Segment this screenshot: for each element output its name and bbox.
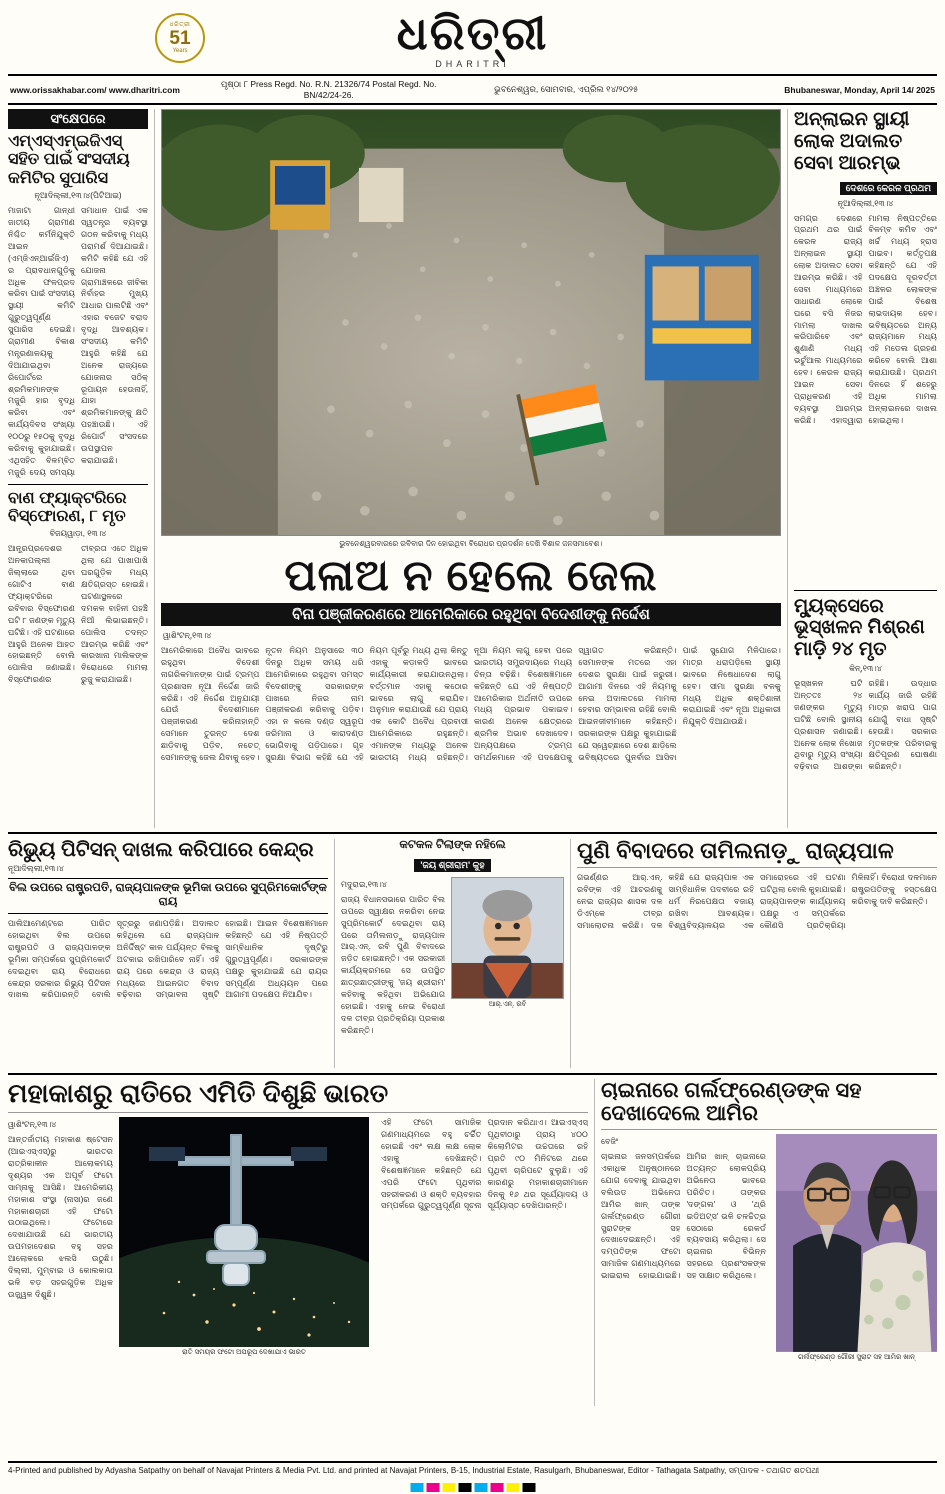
band2-right-text: ଗଭର୍ଣ୍ଣର ଆର୍.ଏନ୍. ରବିଙ୍କ ଏହି ଆଚରଣକୁ ନେଇ ରାଜ୍ୟର ଶାସକ ଦଳ ଡିଏମ୍‌କେ ତୀବ୍ର ସମାଲୋଚନା କରିଛି। ଦଳ କହିଛି ଯେ ରାଜ୍ୟପାଳ ଏକ ସାମ୍ବିଧାନିକ ପଦବୀରେ ରହି ଧର୍ମ ନିରପେକ୍ଷତା ବଜାୟ ରଖିବା ଆବଶ୍ୟକ। ବିଶ୍ୱବିଦ୍ୟାଳୟର ଏକ ସମାରୋହରେ ଏହି ଘଟଣା ଘଟିଥିଲା ବୋଲି କୁହାଯାଇଛି। ରାଜ୍ୟପାଳଙ୍କ କାର୍ଯ୍ୟାଳୟ ପକ୍ଷରୁ ଏ ସମ୍ପର୍କରେ କୌଣସି ପ୍ରତିକ୍ରିୟା ମିଳିନାହିଁ। ବିରୋଧୀ ଦଳମାନେ ରାଷ୍ଟ୍ରପତିଙ୍କୁ ହସ୍ତକ୍ଷେପ କରିବାକୁ ଦାବି କରିଛନ୍ତି। (577, 873, 937, 930)
right-story-2-byline: କିନ୍‌,୧୩।୪ (849, 664, 882, 674)
right-column (787, 109, 937, 828)
band3-right (594, 1079, 937, 1406)
band2-left-byline: ନୂଆଦିଲ୍ଲୀ,୧୩।୪ (8, 864, 64, 874)
odia-dateline: ଭୁବନେଶ୍ୱର, ସୋମବାର, ଏପ୍ରିଲ ୧୪/୨୦୨୫ (494, 84, 639, 94)
band3-mid-text: ଏହି ଫଟୋ ସାମାଜିକ ଗଣମାଧ୍ୟମରେ ବହୁ ଚର୍ଚ୍ଚିତ ହୋଇଛି ଏବଂ ଲକ୍ଷ ଲକ୍ଷ ଲୋକ ଏହାକୁ ଦେଖିଛନ୍ତି। ବିଶେଷଜ୍ଞମାନେ କହିଛନ୍ତି ଯେ ଏପରି ଫଟୋ ପୃଥିବୀର ସହରୀକରଣ ଓ ଶକ୍ତି ବ୍ୟବହାର ସମ୍ପର୍କରେ ଗୁରୁତ୍ୱପୂର୍ଣ୍ଣ ସୂଚନା ପ୍ରଦାନ କରିଥାଏ। ଆଇଏସ୍ଏସ୍ ପୃଥିବୀଠାରୁ ପ୍ରାୟ ୪୦୦ କିଲୋମିଟର ଉଚ୍ଚତାରେ ରହି ପ୍ରତି ୯୦ ମିନିଟରେ ଥରେ ପୃଥିବୀ ଚାରିପଟେ ବୁଲୁଛି। ଏହି କାରଣରୁ ମହାକାଶଚାରୀମାନେ ଦିନକୁ ୧୬ ଥର ସୂର୍ଯ୍ୟୋଦୟ ଓ ସୂର୍ଯ୍ୟାସ୍ତ ଦେଖିପାରନ୍ତି। (381, 1118, 588, 1211)
band-divider-1 (8, 832, 937, 834)
band3-right-byline: ବେଜିଂ (601, 1137, 619, 1147)
band2-middle-kicker: କଟକଳ ଟିଲାଙ୍କ ନହିଲେ (399, 839, 506, 852)
band2-middle (334, 839, 564, 1068)
band2-right (570, 839, 937, 1068)
footer (8, 1461, 937, 1476)
right-story-1-kicker: ଦେଶରେ କେରଳ ପ୍ରଥମ (840, 182, 937, 195)
right-story-1-byline: ନୂଆଦିଲ୍ଲୀ,୧୩।୪ (837, 198, 894, 208)
brief-story-2-byline: ବିଜୟୱାଡ଼ା, ୧୩।୪ (49, 529, 107, 539)
band3-left-headline[interactable]: ମହାକାଶରୁ ରାତିରେ ଏମିତି ଦିଶୁଛି ଭାରତ (8, 1078, 389, 1109)
website-url[interactable]: www.orissakhabar.com/ www.dharitri.com (10, 84, 180, 95)
masthead-title-odia: ଧରିତ୍ରୀ (396, 6, 549, 59)
band3-left-divider (8, 1112, 588, 1113)
third-band (8, 1079, 937, 1406)
brief-story-1-headline[interactable]: ଏମ୍ଏସ୍ଏମ୍ଇଜିଏସ୍ ସହିତ ପାଇଁ ସଂସଦୀୟ କମିଟିର ସୁପାରିସ (8, 133, 130, 187)
brief-story-1-text: ମାଜାଟା ଗାନ୍ଧୀ ଜାତୀୟ ଗ୍ରାମୀଣ ନିଶ୍ଚିତ କର୍ମନିଯୁକ୍ତି ଆଇନ (ଏମ୍ଜିଏନ୍ଆର୍ଇଜିଏ) ର ପ୍ରାବଧାନଗୁଡ଼ିକୁ ଅଧିକ ଫଳପ୍ରଦ କରିବା ପାଇଁ ସଂସଦୀୟ ସ୍ଥାୟୀ କମିଟି ଗୁରୁତ୍ୱପୂର୍ଣ୍ଣ ସୁପାରିସ ଦେଇଛି। ଗ୍ରାମୀଣ ବିକାଶ ମନ୍ତ୍ରଣାଳୟକୁ ଦିଆଯାଇଥିବା ରିପୋର୍ଟରେ ଶ୍ରମିକମାନଙ୍କ ମଜୁରି ହାର ବୃଦ୍ଧି କରିବା ଏବଂ କାର୍ଯ୍ୟଦିବସ ସଂଖ୍ୟା ୧୦୦ରୁ ୧୫୦କୁ ବୃଦ୍ଧି କରିବାକୁ କୁହାଯାଇଛି। ଏଥିସହିତ ବିଳମ୍ବିତ ମଜୁରି ଦେୟ ସମସ୍ୟା ସମାଧାନ ପାଇଁ ଏକ ସ୍ୱତନ୍ତ୍ର ବ୍ୟବସ୍ଥା ଗଠନ କରିବାକୁ ମଧ୍ୟ ପରାମର୍ଶ ଦିଆଯାଇଛି। କମିଟି କହିଛି ଯେ ଏହି ଯୋଜନା ଗ୍ରାମାଞ୍ଚଳରେ ଜୀବିକା ନିର୍ବାହର ମୁଖ୍ୟ ଆଧାର ପାଲଟିଛି ଏବଂ ଏହାର ବଜେଟ ବରାଦ ବୃଦ୍ଧି ଆବଶ୍ୟକ। ସଂସଦୀୟ କମିଟି ଆହୁରି କହିଛି ଯେ ଅନେକ ରାଜ୍ୟରେ ଯୋଜନାର ସଠିକ୍ ରୂପାୟନ ହେଉନାହିଁ, ଯାହା ଶ୍ରମିକମାନଙ୍କୁ କ୍ଷତି ପହଞ୍ଚାଉଛି। ଏହି ରିପୋର୍ଟ ସଂସଦରେ ଉପସ୍ଥାପନ କରାଯାଇଛି। (8, 206, 148, 477)
anniversary-top-label: ଧରିତ୍ରୀ (169, 22, 191, 28)
right-story-2-text: ଭୂସ୍ଖଳନ ଘଟି ଅନ୍ତତଃ ୨୪ ଜଣଙ୍କର ମୃତ୍ୟୁ ଘଟିଛି ବୋଲି ସ୍ଥାନୀୟ ପ୍ରଶାସନ ଜଣାଇଛି। ଅନେକ ଲୋକ ନିଖୋଜ ଥିବାରୁ ମୃତ୍ୟୁ ସଂଖ୍ୟା ବଢ଼ିବାର ଆଶଙ୍କା ରହିଛି। ଉଦ୍ଧାର କାର୍ଯ୍ୟ ଜାରି ରହିଛି ମାତ୍ର ଖରାପ ପାଗ ଯୋଗୁଁ ବାଧା ସୃଷ୍ଟି ହେଉଛି। ସରକାର ମୃତକଙ୍କ ପରିବାରକୁ କ୍ଷତିପୂରଣ ଘୋଷଣା କରିଛନ୍ତି। (794, 679, 937, 772)
cmyk-registration-marks (410, 1483, 535, 1492)
masthead-logo (396, 6, 549, 69)
band3-left-text: ଆନ୍ତର୍ଜାତୀୟ ମହାକାଶ ଷ୍ଟେସନ (ଆଇଏସ୍ଏସ୍)ରୁ ଭାରତର ରାତ୍ରିକାଳୀନ ଆଲୋକମୟ ଦୃଶ୍ୟର ଏକ ଅପୂର୍ବ ଫଟୋ ସାମ୍ନାକୁ ଆସିଛି। ଆମେରିକୀୟ ମହାକାଶ ସଂସ୍ଥା (ନାସା)ର ଜଣେ ମହାକାଶଚାରୀ ଏହି ଫଟୋ ଉଠାଇଥିଲେ। ଫଟୋରେ ଦେଖାଯାଉଛି ଯେ ଭାରତୀୟ ଉପମହାଦେଶର ବହୁ ସହର ଆଲୋକରେ ଝଲସି ଉଠୁଛି। ଦିଲ୍ଲୀ, ମୁମ୍ବାଇ ଓ କୋଲକାତା ଭଳି ବଡ଼ ସହରଗୁଡ଼ିକ ଅଧିକ ଉଜ୍ଜ୍ୱଳ ଦିଶୁଛି। (8, 1135, 113, 1299)
space-photo-earth-at-night (119, 1117, 369, 1347)
left-column (8, 109, 148, 828)
masthead (8, 0, 937, 72)
band3-left-byline: ୱାଶିଂଟନ୍,୧୩।୪ (8, 1120, 57, 1130)
footer-imprint-odia: ସମ୍ପାଦକ - ତଥାଗତ ଶତପଥୀ (728, 1466, 820, 1475)
band2-left-headline[interactable]: ରିଭ୍ୟୁ ପିଟିସନ୍ ଦାଖଲ କରିପାରେ କେନ୍ଦ୍ର (8, 839, 314, 862)
place-date: Bhubaneswar, Monday, April 14/ 2025 (784, 84, 935, 95)
lead-photo-wrap (161, 109, 781, 536)
lead-body-text: ଆମେରିକାରେ ଅବୈଧ ଭାବରେ ରହୁଥିବା ବିଦେଶୀ ନାଗରିକମାନଙ୍କ ପାଇଁ ଟ୍ରମ୍ପ ପ୍ରଶାସନ ନୂଆ ନିର୍ଦ୍ଦେଶ ଜାରି କରିଛି। ଏହି ନିର୍ଦ୍ଦେଶ ଅନୁଯାୟୀ ଯେଉଁ ବିଦେଶୀମାନେ ପଞ୍ଜୀକରଣ କରିନାହାନ୍ତି ସେମାନେ ତୁରନ୍ତ ଦେଶ ଛାଡ଼ିବାକୁ ପଡ଼ିବ, ନଚେତ୍ ସେମାନଙ୍କୁ ଜେଲ ଯିବାକୁ ହେବ। ନୂତନ ନିୟମ ଅନୁସାରେ ୩୦ ଦିନରୁ ଅଧିକ ସମୟ ଧରି ଆମେରିକାରେ ରହୁଥିବା ସମସ୍ତ ବିଦେଶୀଙ୍କୁ ସରକାରଙ୍କ ପାଖରେ ନିଜର ନାମ ପଞ୍ଜୀକରଣ କରିବାକୁ ପଡ଼ିବ। ଏହା ନ କଲେ ଦଣ୍ଡ ସ୍ୱରୂପ ଜରିମାନା ଓ କାରାଦଣ୍ଡ ଭୋଗିବାକୁ ପଡ଼ିପାରେ। ଗୃହ ସୁରକ୍ଷା ବିଭାଗ କହିଛି ଯେ ଏହି ନିୟମ ପୂର୍ବରୁ ମଧ୍ୟ ଥିଲା କିନ୍ତୁ ଏହାକୁ କଡ଼ାକଡ଼ି ଭାବରେ କାର୍ଯ୍ୟକାରୀ କରାଯାଉନଥିଲା। ବର୍ତ୍ତମାନ ଏହାକୁ କଠୋର ଭାବରେ ଲାଗୁ କରାଯିବ। ଅନୁମାନ କରାଯାଉଛି ଯେ ପ୍ରାୟ ଏକ କୋଟି ଅବୈଧ ପ୍ରବାସୀ ଆମେରିକାରେ ରହୁଛନ୍ତି। ଏମାନଙ୍କ ମଧ୍ୟରୁ ଅନେକ ଭାରତୀୟ ମଧ୍ୟ ରହିଛନ୍ତି। ନୂଆ ନିୟମ ଲାଗୁ ହେବା ପରେ ଭାରତୀୟ ସମ୍ପ୍ରଦାୟରେ ମଧ୍ୟ ଚିନ୍ତା ବଢ଼ିଛି। ବିଶେଷଜ୍ଞମାନେ କହିଛନ୍ତି ଯେ ଏହି ନିଷ୍ପତ୍ତି ଆମେରିକାର ଅର୍ଥନୀତି ଉପରେ ମଧ୍ୟ ପ୍ରଭାବ ପକାଇବ। କାରଣ ଅନେକ କ୍ଷେତ୍ରରେ ଶ୍ରମିକ ଅଭାବ ଦେଖାଦେବ। ଅନ୍ୟପକ୍ଷରେ ଟ୍ରମ୍ପ ସମର୍ଥକମାନେ ଏହି ପଦକ୍ଷେପକୁ ସ୍ୱାଗତ କରିଛନ୍ତି। ସେମାନଙ୍କ ମତରେ ଏହା ଦେଶର ସୁରକ୍ଷା ପାଇଁ ଜରୁରୀ। ଆଗାମୀ ଦିନରେ ଏହି ନିୟମକୁ ନେଇ ଅଦାଲତରେ ମାମଲା ହେବାର ସମ୍ଭାବନା ରହିଛି ବୋଲି ଆଇନଜୀବୀମାନେ କହିଛନ୍ତି। ସରକାରଙ୍କ ପକ୍ଷରୁ କୁହାଯାଇଛି ଯେ ସ୍ୱେଚ୍ଛାରେ ଦେଶ ଛାଡ଼ିଲେ ଭବିଷ୍ୟତରେ ପୁନର୍ବାର ଆସିବା ପାଇଁ ସୁଯୋଗ ମିଳିପାରେ। ମାତ୍ର ଧରାପଡ଼ିଲେ ସ୍ଥାୟୀ ଭାବରେ ନିଷେଧାଦେଶ ଲାଗୁ ହେବ। ସୀମା ସୁରକ୍ଷା ବଳକୁ ମଧ୍ୟ ଅଧିକ ଶକ୍ତିଶାଳୀ କରାଯାଇଛି ଏବଂ ନୂଆ ଅଧିକାରୀ ନିଯୁକ୍ତି ଦିଆଯାଉଛି। (161, 646, 781, 763)
band3-right-divider (601, 1129, 937, 1130)
lead-photo-caption: ଭୁବନେଶ୍ୱରବାରରେ ରବିବାର ଦିନ ହୋଇଥିବା ବିରୋଧର ପ୍ରଦର୍ଶନ ଦେଖି ବିଶାଳ ଜନସମାବେଶ। (339, 538, 603, 548)
band-divider-2 (8, 1073, 937, 1075)
band2-left-subhead: ବିଲ ଉପରେ ରାଷ୍ଟ୍ରପତି, ରାଜ୍ୟପାଳଙ୍କ ଭୂମିକା ଉପରେ ସୁପ୍ରିମକୋର୍ଟଙ୍କ ରାୟ (8, 878, 328, 914)
brief-story-2-headline[interactable]: ବାଣ ଫ୍ୟାକ୍ଟରିରେ ବିସ୍ଫୋରଣ, ୮ ମୃତ (8, 489, 127, 526)
lead-subheadline: ବିନା ପଞ୍ଜୀକରଣରେ ଆମେରିକାରେ ରହୁଥିବା ବିଦେଶୀଙ୍କୁ ନିର୍ଦ୍ଦେଶ (161, 603, 781, 626)
center-column (154, 109, 781, 828)
band2-right-divider (577, 867, 937, 868)
space-photo-caption: ରାତି ସମୟର ଫଟୋ ଅପରୂପ ଦେଖାଯାଏ ଭାରତ (182, 1349, 306, 1357)
band3-right-text: ଚାଇନାର ଜନସମ୍ପର୍କରେ ଏକାଧିକ ଅନୁଷ୍ଠାନରେ ଯୋଗ ଦେବାକୁ ଯାଇଥିବା ବଲିଉଡ ଅଭିନେତା ଆମିର ଖାନ୍ ତାଙ୍କ ଗର୍ଲଫ୍ରେଣ୍ଡ ଗୌରୀ ସ୍ପ୍ରାଟଙ୍କ ସହ ଦେଖାଦେଇଛନ୍ତି। ଏହି ଦମ୍ପତିଙ୍କ ଫଟୋ ସାମାଜିକ ଗଣମାଧ୍ୟମରେ ଭାଇରାଲ ହୋଇଯାଇଛି। ଆମିର ଖାନ୍ ଚାଇନାରେ ଅତ୍ୟନ୍ତ ଲୋକପ୍ରିୟ ଅଭିନେତା ଭାବରେ ପରିଚିତ। ତାଙ୍କର 'ଦଙ୍ଗଲ' ଓ 'ଥ୍ରି ଇଡିଅଟ୍ସ' ଭଳି ଚଳଚ୍ଚିତ୍ର ସେଠାରେ ରେକର୍ଡ ବ୍ୟବସାୟ କରିଥିଲା। ସେ ଚାଇନାର ବିଭିନ୍ନ ସହରରେ ପ୍ରଶଂସକଙ୍କ ସହ ସାକ୍ଷାତ କରିଥିଲେ। (601, 1152, 766, 1281)
top-band (8, 109, 937, 828)
right-divider (794, 590, 937, 591)
lead-byline: ୱାଶିଂଟନ୍,୧୩।୪ (163, 631, 212, 641)
masthead-title-english: DHARITRI (435, 58, 510, 69)
anniversary-years-label: Years (172, 48, 188, 54)
band3-right-headline[interactable]: ଚାଇନାରେ ଗର୍ଲଫ୍ରେଣ୍ଡଙ୍କ ସହ ଦେଖାଦେଲେ ଆମିର (601, 1079, 862, 1126)
brief-story-2-text: ଆନ୍ଧ୍ରପ୍ରଦେଶର ଅନକାପଲ୍ଲୀ ଜିଲ୍ଲାରେ ଥିବା ଗୋଟିଏ ବାଣ ଫ୍ୟାକ୍ଟରିରେ ରବିବାର ବିସ୍ଫୋରଣ ଘଟି ୮ ଜଣଙ୍କ ମୃତ୍ୟୁ ଘଟିଛି। ଏହି ଘଟଣାରେ ଆହୁରି ଅନେକ ଆହତ ହୋଇଛନ୍ତି ବୋଲି ପୋଲିସ ଜଣାଇଛି। ବିସ୍ଫୋରଣର ତୀବ୍ରତା ଏତେ ଅଧିକ ଥିଲା ଯେ ପାଖାପାଖି ଘରଗୁଡ଼ିକ ମଧ୍ୟ କ୍ଷତିଗ୍ରସ୍ତ ହୋଇଛି। ଘଟଣାସ୍ଥଳରେ ଦମକଳ ବାହିନୀ ପହଞ୍ଚି ନିଆଁ ଲିଭାଇଛନ୍ତି। ପୋଲିସ ତଦନ୍ତ ଆରମ୍ଭ କରିଛି ଏବଂ କାରଖାନା ମାଲିକଙ୍କ ବିରୋଧରେ ମାମଲା ରୁଜୁ କରାଯାଇଛି। (8, 544, 148, 685)
right-story-2-headline[interactable]: ମ୍ୟୁକ୍ସେରେ ଭୂସ୍ଖଳନ ମିଶ୍ରଣ ମାଡ଼ି ୨୪ ମୃତ (794, 595, 925, 661)
anniversary-ring (155, 13, 205, 63)
brief-story-1-byline: ନୂଆଦିଲ୍ଲୀ,୧୩।୪(ପିଟିଆଇ) (34, 191, 122, 201)
lead-headline[interactable]: ପଳାଅ ନ ହେଲେ ଜେଲ (284, 551, 658, 600)
registration-info: ପୃଷ୍ଠା ୮ Press Regd. No. R.N. 21326/74 Postal Regd. No. BN/42/24-26. (220, 79, 437, 100)
info-bar (8, 76, 937, 105)
section-label-briefs: ସଂକ୍ଷେପରେ (8, 109, 148, 129)
band3-left (8, 1079, 588, 1406)
band2-right-headline[interactable]: ପୁଣି ବିବାଦରେ ତାମିଲନାଡ଼ୁ ରାଜ୍ୟପାଳ (577, 838, 894, 864)
band2-left-text: ପାଲିଆମେଣ୍ଟରେ ପାରିତ ହୋଇଥିବା ବିଲ ଉପରେ ରାଷ୍ଟ୍ରପତି ଓ ରାଜ୍ୟପାଳଙ୍କ ଭୂମିକା ସମ୍ପର୍କରେ ସୁପ୍ରିମକୋର୍ଟ ଦେଇଥିବା ରାୟ ବିରୋଧରେ କେନ୍ଦ୍ର ସରକାର ରିଭ୍ୟୁ ପିଟିସନ ଦାଖଲ କରିପାରନ୍ତି ବୋଲି ସୂତ୍ରରୁ ଜଣାପଡ଼ିଛି। ଅଦାଲତ କହିଥିଲେ ଯେ ରାଜ୍ୟପାଳ ଅନିର୍ଦ୍ଦିଷ୍ଟ କାଳ ପର୍ଯ୍ୟନ୍ତ ବିଲକୁ ଅଟକାଇ ରଖିପାରିବେ ନାହିଁ। ଏହି ରାୟ ପରେ କେନ୍ଦ୍ର ଓ ରାଜ୍ୟ ମଧ୍ୟରେ ଆଇନଗତ ବିବାଦ ବଢ଼ିବାର ସମ୍ଭାବନା ସୃଷ୍ଟି ହୋଇଛି। ଆଇନ ବିଶେଷଜ୍ଞମାନେ କହିଛନ୍ତି ଯେ ଏହି ନିଷ୍ପତ୍ତି ସାମ୍ବିଧାନିକ ଦୃଷ୍ଟିରୁ ଗୁରୁତ୍ୱପୂର୍ଣ୍ଣ। ସରକାରଙ୍କ ପକ୍ଷରୁ କୁହାଯାଇଛି ଯେ ରାୟର ସମ୍ପୂର୍ଣ୍ଣ ଅଧ୍ୟୟନ ପରେ ଆଗାମୀ ପଦକ୍ଷେପ ନିଆଯିବ। (8, 919, 328, 1000)
celebrity-photo-caption: ଗର୍ଲଫ୍ରେଣ୍ଡ ଗୌରୀ ସ୍ପ୍ରାଟ ସହ ଆମିର ଖାନ୍ (798, 1354, 915, 1362)
footer-imprint: 4-Printed and published by Adyasha Satpathy on behalf of Navajat Printers & Media Pvt. Ltd. and printed at Navajat Printers, B-15, Industrial Estate, Rasulgarh, Bhubaneswar, Editor - Tathagata Satpathy, (8, 1466, 727, 1475)
anniversary-badge (148, 8, 212, 68)
celebrity-photo (776, 1134, 937, 1352)
governor-portrait (451, 877, 564, 999)
right-story-1-headline[interactable]: ଅନ୍‌ଲାଇନ ସ୍ଥାୟୀ ଲୋକ ଅଦାଲତ ସେବା ଆରମ୍ଭ (794, 109, 910, 174)
anniversary-number: 51 (169, 28, 191, 49)
band2-middle-text: ରାଜ୍ୟ ବିଧାନସଭାରେ ପାରିତ ବିଲ ଉପରେ ସ୍ୱାକ୍ଷର ନକରିବା ନେଇ ସୁପ୍ରିମକୋର୍ଟ ଦେଇଥିବା ରାୟ ପରେ ତାମିଲନାଡ଼ୁ ରାଜ୍ୟପାଳ ଆର୍.ଏନ୍. ରବି ପୁଣି ବିବାଦରେ ଜଡ଼ିତ ହୋଇଛନ୍ତି। ଏକ ସରକାରୀ କାର୍ଯ୍ୟକ୍ରମରେ ସେ ଉପସ୍ଥିତ ଛାତ୍ରଛାତ୍ରୀଙ୍କୁ 'ଜୟ ଶ୍ରୀରାମ' କହିବାକୁ କହିଥିବା ଅଭିଯୋଗ ହୋଇଛି। ଏହାକୁ ନେଇ ବିରୋଧୀ ଦଳ ତୀବ୍ର ପ୍ରତିକ୍ରିୟା ପ୍ରକାଶ କରିଛନ୍ତି। (341, 894, 446, 1035)
right-story-1-text: ସମଗ୍ର ଦେଶରେ ପ୍ରଥମ ଥର ପାଇଁ କେରଳ ରାଜ୍ୟ ଅନ୍‌ଲାଇନ ସ୍ଥାୟୀ ଲୋକ ଅଦାଲତ ସେବା ଆରମ୍ଭ କରିଛି। ଏହି ସେବା ମାଧ୍ୟମରେ ସାଧାରଣ ଲୋକେ ଘରେ ବସି ନିଜର ମାମଲା ଦାଖଲ କରିପାରିବେ ଏବଂ ଶୁଣାଣି ମଧ୍ୟ ଭର୍ଚୁଆଲ ମାଧ୍ୟମରେ ହେବ। କେରଳ ରାଜ୍ୟ ଆଇନ ସେବା ପ୍ରାଧିକରଣ ଏହି ବ୍ୟବସ୍ଥା ଆରମ୍ଭ କରିଛି। ଏହାଦ୍ୱାରା ମାମଲା ନିଷ୍ପତ୍ତିରେ ବିଳମ୍ବ କମିବ ଏବଂ ଖର୍ଚ୍ଚ ମଧ୍ୟ ହ୍ରାସ ପାଇବ। କର୍ତ୍ତୃପକ୍ଷ କହିଛନ୍ତି ଯେ ଏହି ପଦକ୍ଷେପ ଦୂରବର୍ତ୍ତୀ ଅଞ୍ଚଳର ଲୋକଙ୍କ ପାଇଁ ବିଶେଷ ଲାଭଦାୟକ ହେବ। ଭବିଷ୍ୟତରେ ଅନ୍ୟ ରାଜ୍ୟମାନେ ମଧ୍ୟ ଏହି ମଡେଲ ଗ୍ରହଣ କରିବେ ବୋଲି ଆଶା କରାଯାଉଛି। ପ୍ରଥମ ଦିନରେ ହିଁ ଶହେରୁ ଅଧିକ ମାମଲା ଅନ୍‌ଲାଇନରେ ଦାଖଲ ହୋଇଥିଲା। (794, 213, 937, 425)
second-band (8, 839, 937, 1068)
left-divider (8, 484, 148, 485)
lead-photo-crowd (161, 109, 781, 536)
governor-portrait-caption: ଆର୍.ଏନ୍. ରବି (488, 1000, 527, 1008)
band2-middle-byline: ମଦୁରାଇ,୧୩।୪ (341, 879, 387, 889)
band2-left (8, 839, 328, 1068)
band2-middle-headline[interactable]: 'ଜୟ ଶ୍ରୀରାମ' କୁହ (414, 859, 490, 872)
